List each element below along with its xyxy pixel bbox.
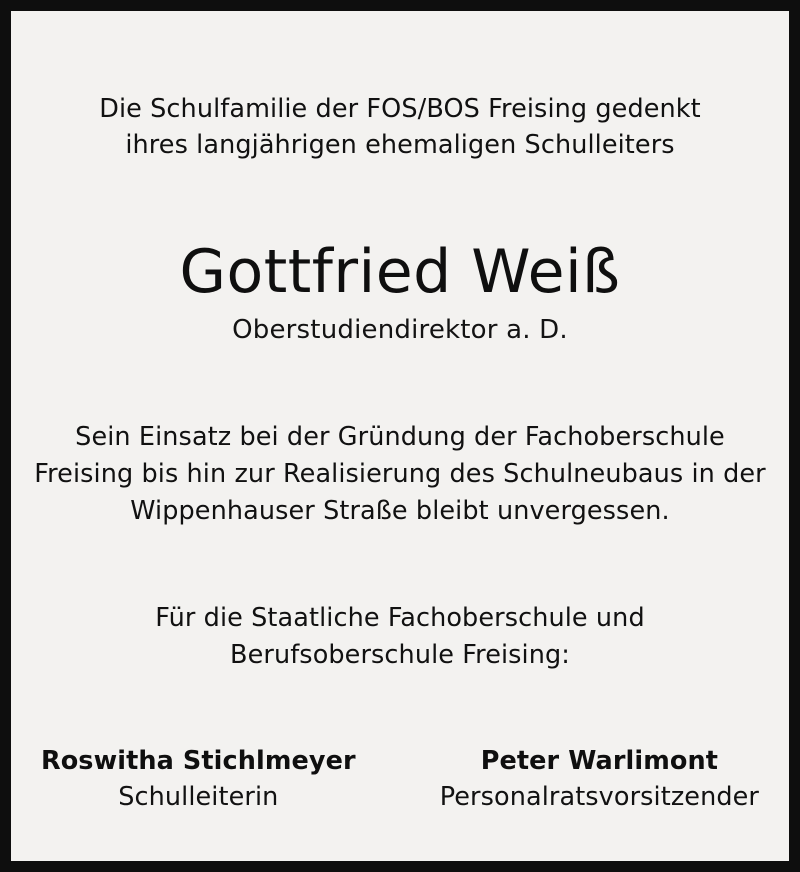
signatory-role: Personalratsvorsitzender bbox=[439, 782, 760, 813]
intro-line-1: Die Schulfamilie der FOS/BOS Freising gedenkt bbox=[99, 94, 701, 124]
signatory bbox=[41, 746, 356, 812]
signatory-name: Roswitha Stichlmeyer bbox=[40, 746, 356, 777]
obituary-content bbox=[11, 11, 789, 861]
tribute-line-2: Freising bis hin zur Realisierung des Schulneubaus in der bbox=[34, 459, 766, 490]
intro-line-2: ihres langjährigen ehemaligen Schulleiters bbox=[125, 130, 675, 161]
tribute-line-1: Sein Einsatz bei der Gründung der Fachoberschule bbox=[75, 422, 725, 453]
deceased-title: Oberstudiendirektor a. D. bbox=[232, 315, 568, 346]
signatory bbox=[440, 746, 759, 812]
tribute-text bbox=[34, 419, 766, 530]
signoff-line-1: Für die Staatliche Fachoberschule und bbox=[155, 603, 645, 634]
signatory-name: Peter Warlimont bbox=[480, 746, 719, 777]
signoff-text bbox=[155, 600, 644, 674]
deceased-name: Gottfried Weiß bbox=[179, 237, 621, 308]
name-block bbox=[179, 237, 621, 346]
intro-text bbox=[99, 91, 701, 163]
signatory-role: Schulleiterin bbox=[118, 782, 279, 813]
tribute-line-3: Wippenhauser Straße bleibt unvergessen. bbox=[130, 496, 670, 527]
signatories bbox=[11, 746, 789, 812]
signoff-line-2: Berufsoberschule Freising: bbox=[230, 640, 570, 671]
